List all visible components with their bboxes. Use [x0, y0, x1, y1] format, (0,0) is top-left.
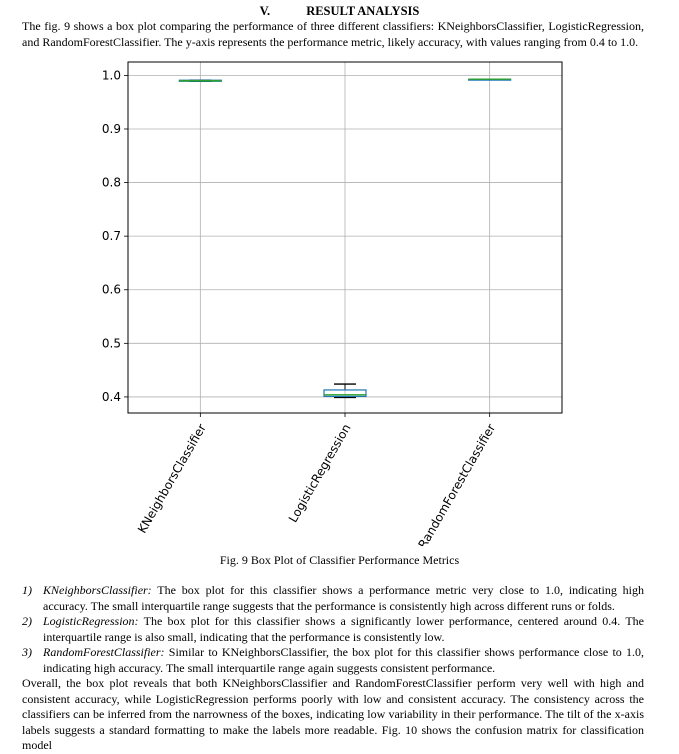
y-tick-label: 0.6 [101, 282, 121, 297]
y-tick-label: 0.4 [101, 389, 121, 404]
list-item [22, 583, 644, 614]
list-marker: 2) [22, 614, 32, 628]
list-marker: 3) [22, 645, 32, 659]
section-heading [0, 4, 679, 19]
overall-paragraph: Overall, the box plot reveals that both KNeighborsClassifier and RandomForestClassifier perform very well with high and consistent accuracy, while LogisticRegression performs poorly with low and consistent accuracy. The consistency across the classifiers can be inferred from the narrowness of the boxes, indicating low variability in their performance. The tilt of the x-axis labels suggests a standard formatting to make the labels more readable. Fig. 10 shows the confusion matrix for classification model [22, 676, 644, 752]
classifier-list [22, 583, 644, 676]
box-plot-figure [80, 56, 580, 551]
list-text: The box plot for this classifier shows a significantly lower performance, centered around 0.4. The interquartile range is also small, indicating that the performance is consistently low. [43, 614, 644, 644]
x-tick-label: KNeighborsClassifier [134, 421, 209, 536]
list-term: LogisticRegression: [43, 614, 139, 628]
y-tick-label: 0.7 [101, 229, 121, 244]
list-item [22, 645, 644, 676]
x-tick-label: RandomForestClassifier [415, 421, 499, 546]
intro-paragraph: The fig. 9 shows a box plot comparing the performance of three different classifiers: KNeighborsClassifier, LogisticRegression, and RandomForestClassifier. The y-axis represents the performance metric, likely accuracy, with values ranging from 0.4 to 1.0. [22, 19, 644, 49]
section-number: V. [259, 4, 271, 18]
list-term: KNeighborsClassifier: [43, 583, 152, 597]
y-tick-label: 0.5 [101, 336, 121, 351]
list-term: RandomForestClassifier: [43, 645, 165, 659]
x-tick-label: LogisticRegression [285, 421, 354, 525]
y-tick-label: 0.9 [101, 121, 121, 136]
list-text: The box plot for this classifier shows a performance metric very close to 1.0, indicating high accuracy. The small interquartile range suggests that the performance is consistently high across different runs or folds. [43, 583, 644, 613]
y-tick-label: 1.0 [101, 68, 121, 83]
list-marker: 1) [22, 583, 32, 597]
figure-caption: Fig. 9 Box Plot of Classifier Performance Metrics [219, 553, 460, 567]
box-plot-chart [80, 56, 580, 546]
section-title: RESULT ANALYSIS [306, 4, 420, 18]
list-text: Similar to KNeighborsClassifier, the box plot for this classifier shows performance close to 1.0, indicating high accuracy. The small interquartile range again suggests consistent performance. [43, 645, 644, 675]
list-item [22, 614, 644, 645]
y-tick-label: 0.8 [101, 175, 121, 190]
